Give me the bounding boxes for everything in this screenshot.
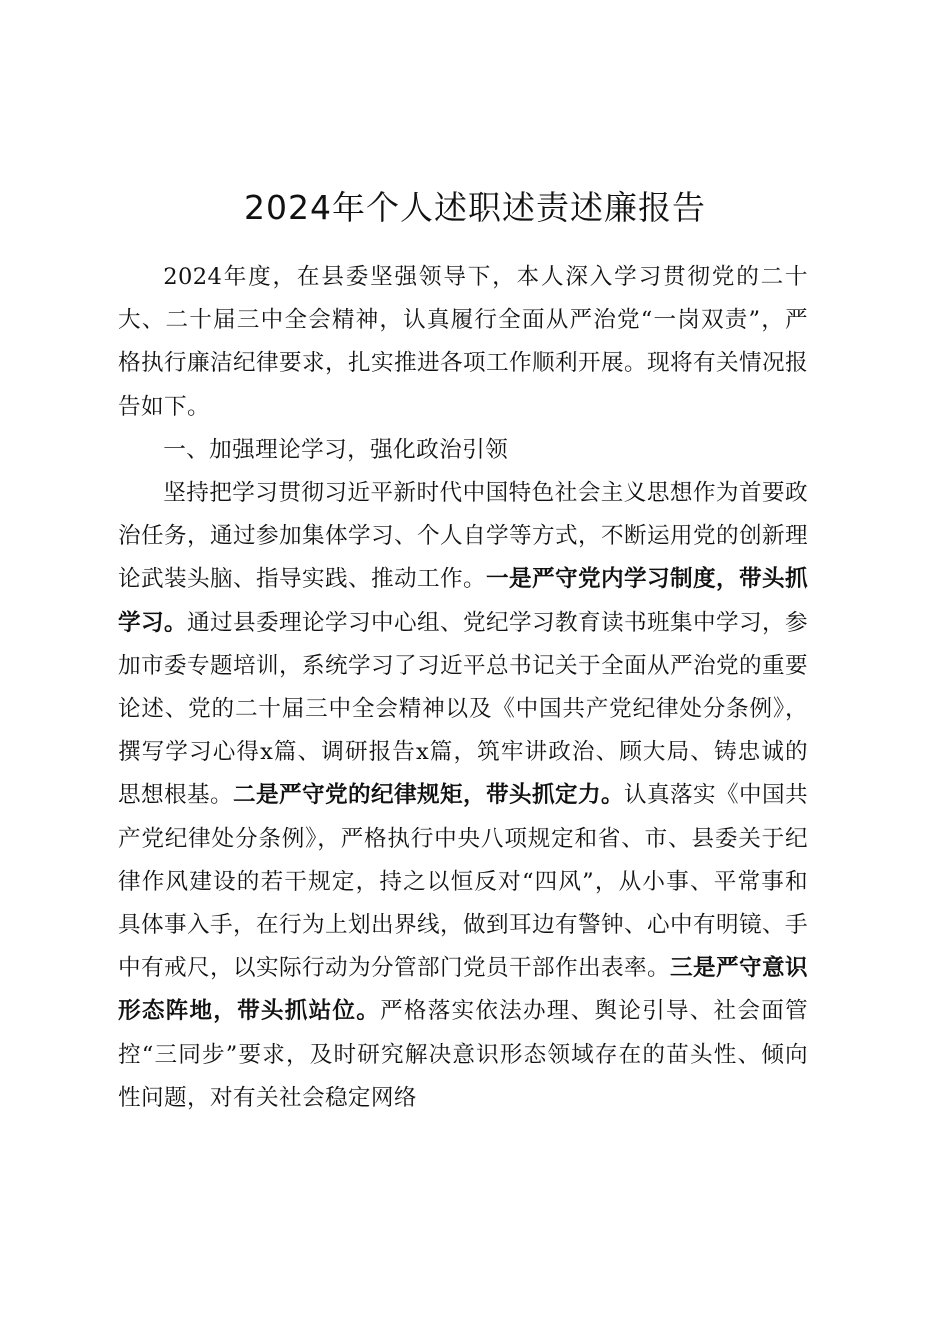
section-paragraph bbox=[118, 472, 808, 1120]
point-one-heading: 一是严守党内学习制度，带头抓学习。 bbox=[118, 566, 808, 636]
intro-paragraph: 2024年度，在县委坚强领导下，本人深入学习贯彻党的二十大、二十届三中全会精神，认真履行全面从严治党“一岗双责”，严格执行廉洁纪律要求，扎实推进各项工作顺利开展。现将有关情况报告如下。 bbox=[118, 264, 808, 420]
document-title: 2024年个人述职述责述廉报告 bbox=[244, 188, 706, 227]
section-lead-text: 坚持把学习贯彻习近平新时代中国特色社会主义思想作为首要政治任务，通过参加集体学习、个人自学等方式，不断运用党的创新理论武装头脑、指导实践、推动工作。 bbox=[118, 480, 808, 593]
section-heading: 一、加强理论学习，强化政治引领 bbox=[163, 436, 509, 463]
document-body bbox=[118, 256, 808, 1120]
point-two-text: 认真落实《中国共产党纪律处分条例》，严格执行中央八项规定和省、市、县委关于纪律作风建设的若干规定，持之以恒反对“四风”，从小事、平常事和具体事入手，在行为上划出界线，做到耳边有警钟、心中有明镜、手中有戒尺，以实际行动为分管部门党员干部作出表率。 bbox=[118, 782, 808, 982]
point-one-text: 通过县委理论学习中心组、党纪学习教育读书班集中学习，参加市委专题培训，系统学习了习近平总书记关于全面从严治党的重要论述、党的二十届三中全会精神以及《中国共产党纪律处分条例》，撰写学习心得x篇、调研报告x篇，筑牢讲政治、顾大局、铸忠诚的思想根基。 bbox=[118, 609, 808, 809]
point-three-text: 严格落实依法办理、舆论引导、社会面管控“三同步”要求，及时研究解决意识形态领域存在的苗头性、倾向性问题，对有关社会稳定网络 bbox=[118, 998, 809, 1111]
point-three-heading: 三是严守意识形态阵地，带头抓站位。 bbox=[118, 955, 808, 1025]
point-two-heading: 二是严守党的纪律规矩，带头抓定力。 bbox=[233, 782, 624, 809]
